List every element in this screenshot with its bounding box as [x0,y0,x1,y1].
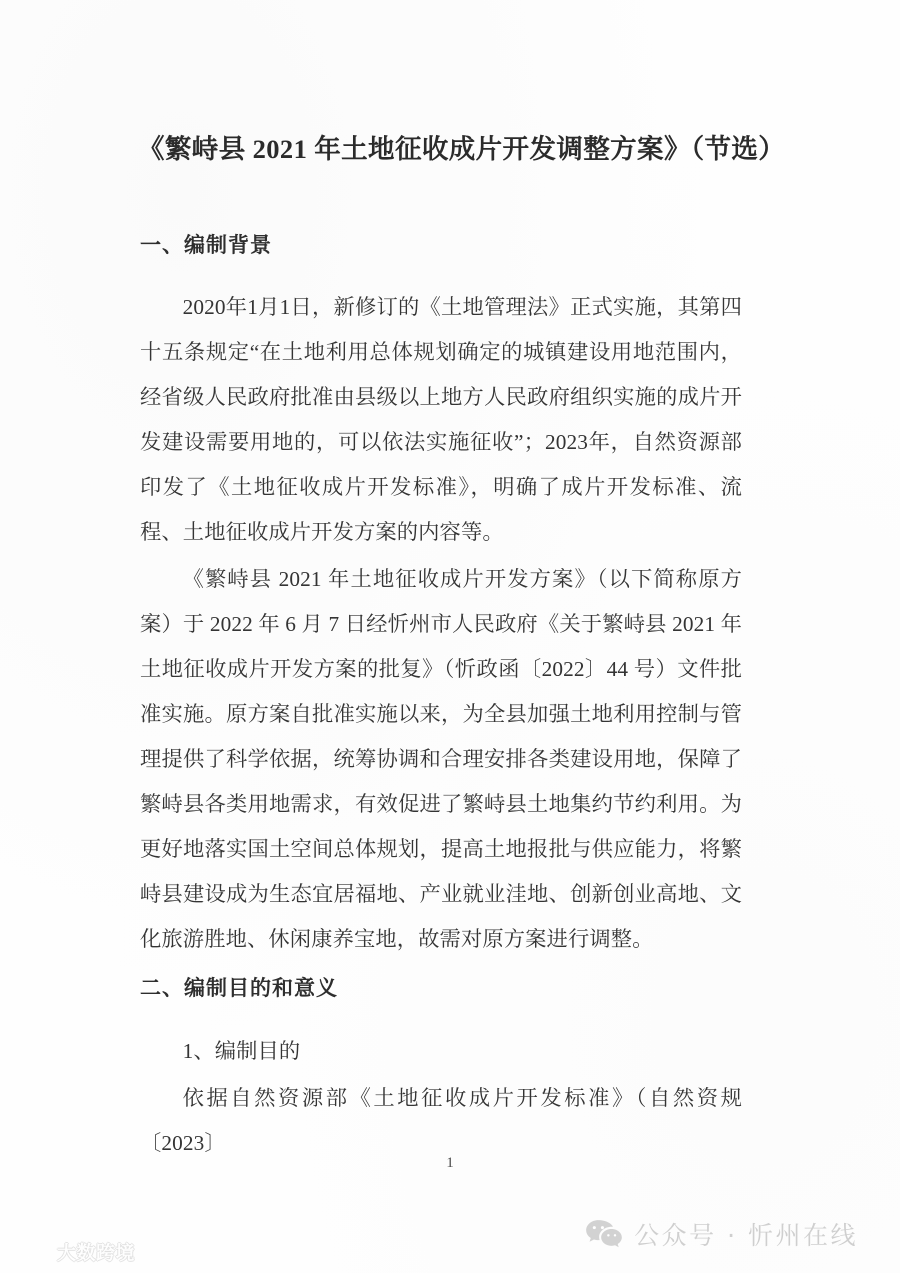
paragraph-purpose-1: 依据自然资源部《土地征收成片开发标准》（自然资规〔2023〕 [140,1085,742,1155]
wechat-watermark-label: 公众号 · 忻州在线 [634,1221,858,1250]
paragraph-background-1: 2020年1月1日，新修订的《土地管理法》正式实施，其第四十五条规定“在土地利用总体规划确定的城镇建设用地范围内，经省级人民政府批准由县级以上地方人民政府组织实施的成片开发建设需要用地的，可以依法实施征收”；2023年，自然资源部印发了《土地征收成片开发标准》，明确了成片开发标准、流程、土地征收成片开发方案的内容等。 [140,295,742,545]
page-number: 1 [446,1155,454,1171]
paragraph-background-2: 《繁峙县 2021 年土地征收成片开发方案》（以下简称原方案）于 2022 年 6 月 7 日经忻州市人民政府《关于繁峙县 2021 年土地征收成片开发方案的批复》（忻政函〔2022〕44 号）文件批准实施。原方案自批准实施以来，为全县加强土地利用控制与管理提供了科学依据，统筹协调和合理安排各类建设用地，保障了繁峙县各类用地需求，有效促进了繁峙县土地集约节约利用。为更好地落实国土空间总体规划，提高土地报批与供应能力，将繁峙县建设成为生态宜居福地、产业就业洼地、创新创业高地、文化旅游胜地、休闲康养宝地，故需对原方案进行调整。 [140,567,742,952]
brand-watermark-label: 大数跨境 [57,1242,136,1264]
section-heading-purpose: 二、编制目的和意义 [140,976,338,1001]
document-title: 《繁峙县 2021 年土地征收成片开发调整方案》（节选） [138,134,786,164]
subheading-compilation-purpose: 1、编制目的 [182,1038,301,1063]
section-heading-background: 一、编制背景 [140,232,272,257]
